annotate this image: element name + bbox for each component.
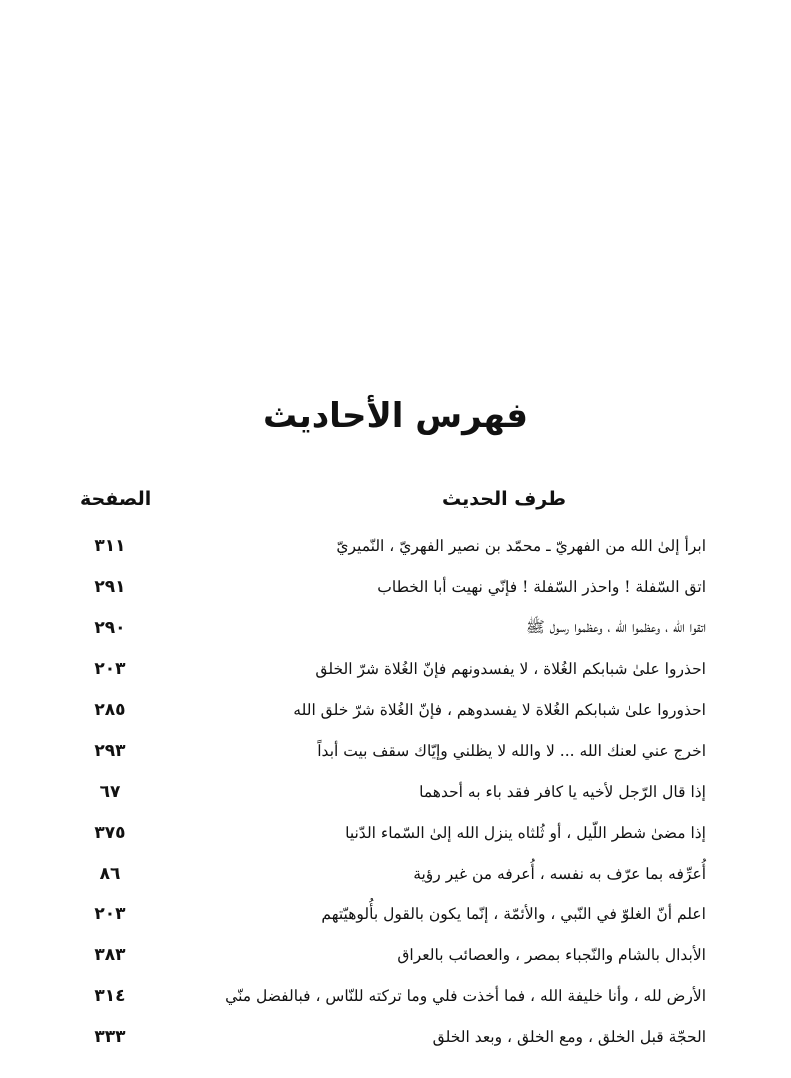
index-row [80, 935, 706, 976]
index-row [80, 853, 706, 894]
index-row [80, 730, 706, 771]
hadith-text: اعلم أنّ الغلوّ في النّبي ، والأئمّة ، إنّما يكون بالقول بأُلوهيّتهم [321, 905, 706, 924]
index-row [80, 567, 706, 608]
index-row [80, 526, 706, 567]
table-header [80, 484, 706, 518]
hadith-text: الحجّة قبل الخلق ، ومع الخلق ، وبعد الخلق [432, 1028, 706, 1047]
hadith-text: احذوروا علىٰ شبابكم الغُلاة لا يفسدوهم ، فإنّ الغُلاة شرّ خلق الله [293, 701, 706, 719]
page-title: فهرس الأحاديث [262, 396, 529, 436]
hadith-text: ابرأ إلىٰ الله من الفهريّ ـ محمّد بن نصير الفهريّ ، النّميريّ [336, 537, 706, 556]
page-column-header: الصفحة [80, 488, 152, 510]
page-number: ٢٨٥ [94, 700, 126, 720]
page-number: ٣١٤ [94, 986, 126, 1007]
hadith-text: أُعرِّفه بما عرّف به نفسه ، أُعرفه من غير رؤية [413, 864, 706, 883]
hadith-text: إذا مضىٰ شطر اللّيل ، أو ثُلثاه ينزل الله إلىٰ السّماء الدّنيا [345, 823, 706, 842]
page-number: ٣٨٣ [94, 945, 126, 966]
page-number: ٣٧٥ [94, 822, 126, 843]
page-number: ٨٦ [99, 863, 121, 884]
page-number: ٦٧ [99, 781, 121, 802]
hadith-index-list [80, 526, 706, 1058]
index-row [80, 771, 706, 812]
index-row [80, 976, 706, 1017]
page-number: ٢٩١ [94, 577, 126, 598]
index-row [80, 608, 706, 649]
hadith-text: اخرج عني لعنك الله ... لا والله لا يظلني وإيّاك سقف بيت أبداً [317, 741, 706, 760]
hadith-text: الأبدال بالشام والنّجباء بمصر ، والعصائب بالعراق [397, 946, 706, 965]
hadith-text: احذروا علىٰ شبابكم الغُلاة ، لا يفسدونهم فإنّ الغُلاة شرّ الخلق [315, 660, 706, 679]
page-number: ٢٠٣ [94, 904, 126, 925]
hadith-text: الأرض لله ، وأنا خليفة الله ، فما أخذت فلي وما تركته للنّاس ، فبالفضل منّي [225, 987, 706, 1006]
hadith-text: اتق السّفلة ! واحذر السّفلة ! فإنّي نهيت أبا الخطاب [377, 578, 706, 597]
index-row [80, 1017, 706, 1058]
index-row [80, 812, 706, 853]
hadith-text: إذا قال الرّجل لأخيه يا كافر فقد باء به أحدهما [419, 782, 706, 801]
page-number: ٣٣٣ [94, 1027, 126, 1048]
hadith-column-header: طرف الحديث [442, 488, 566, 510]
page-number: ٣١١ [94, 536, 126, 557]
hadith-text: اتقوا الله ، وعظموا الله ، وعظموا رسول ﷺ [525, 617, 706, 636]
index-row [80, 894, 706, 935]
index-row [80, 649, 706, 690]
index-row [80, 690, 706, 731]
page-number: ٢٩٠ [94, 618, 126, 639]
page-number: ٢٩٣ [94, 740, 126, 761]
page-number: ٢٠٣ [94, 659, 126, 680]
